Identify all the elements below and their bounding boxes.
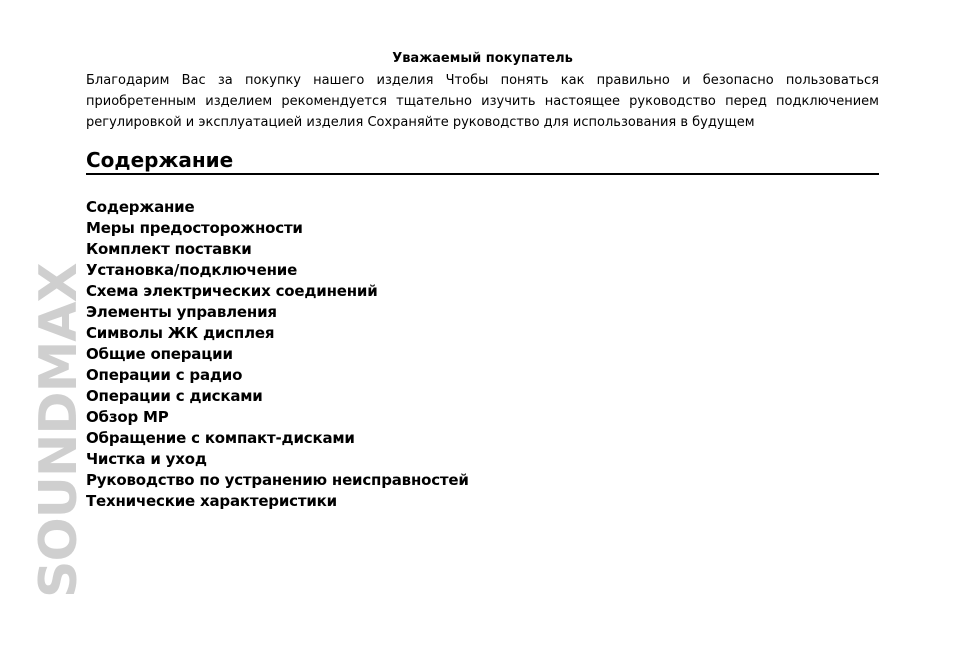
intro-paragraph: Благодарим Вас за покупку нашего изделия Чтобы понять как правильно и безопасно пользоваться приобретенным изделием рекомендуется тщательно изучить настоящее руководство перед подключением регулировкой и эксплуатацией изделия Сохраняйте руководство для использования в будущем: [86, 73, 879, 130]
toc-item[interactable]: Чистка и уход: [86, 450, 207, 468]
brand-logo-vertical: SOUNDMAX: [29, 263, 89, 598]
toc-item[interactable]: Технические характеристики: [86, 492, 337, 510]
toc-item[interactable]: Комплект поставки: [86, 240, 252, 258]
toc-item[interactable]: Операции с дисками: [86, 387, 263, 405]
toc-item[interactable]: Схема электрических соединений: [86, 282, 378, 300]
toc-item[interactable]: Общие операции: [86, 345, 233, 363]
toc-item[interactable]: Символы ЖК дисплея: [86, 324, 275, 342]
toc-item[interactable]: Элементы управления: [86, 303, 277, 321]
toc-item[interactable]: Руководство по устранению неисправностей: [86, 471, 469, 489]
page-content: [86, 50, 879, 512]
toc-list: [86, 197, 879, 512]
toc-item[interactable]: Обзор MP: [86, 408, 169, 426]
toc-item[interactable]: Содержание: [86, 198, 195, 216]
toc-title: Содержание: [86, 148, 879, 175]
greeting-heading: Уважаемый покупатель: [392, 51, 573, 66]
toc-item[interactable]: Меры предосторожности: [86, 219, 303, 237]
toc-item[interactable]: Обращение с компакт-дисками: [86, 429, 355, 447]
toc-item[interactable]: Операции с радио: [86, 366, 243, 384]
toc-item[interactable]: Установка/подключение: [86, 261, 298, 279]
